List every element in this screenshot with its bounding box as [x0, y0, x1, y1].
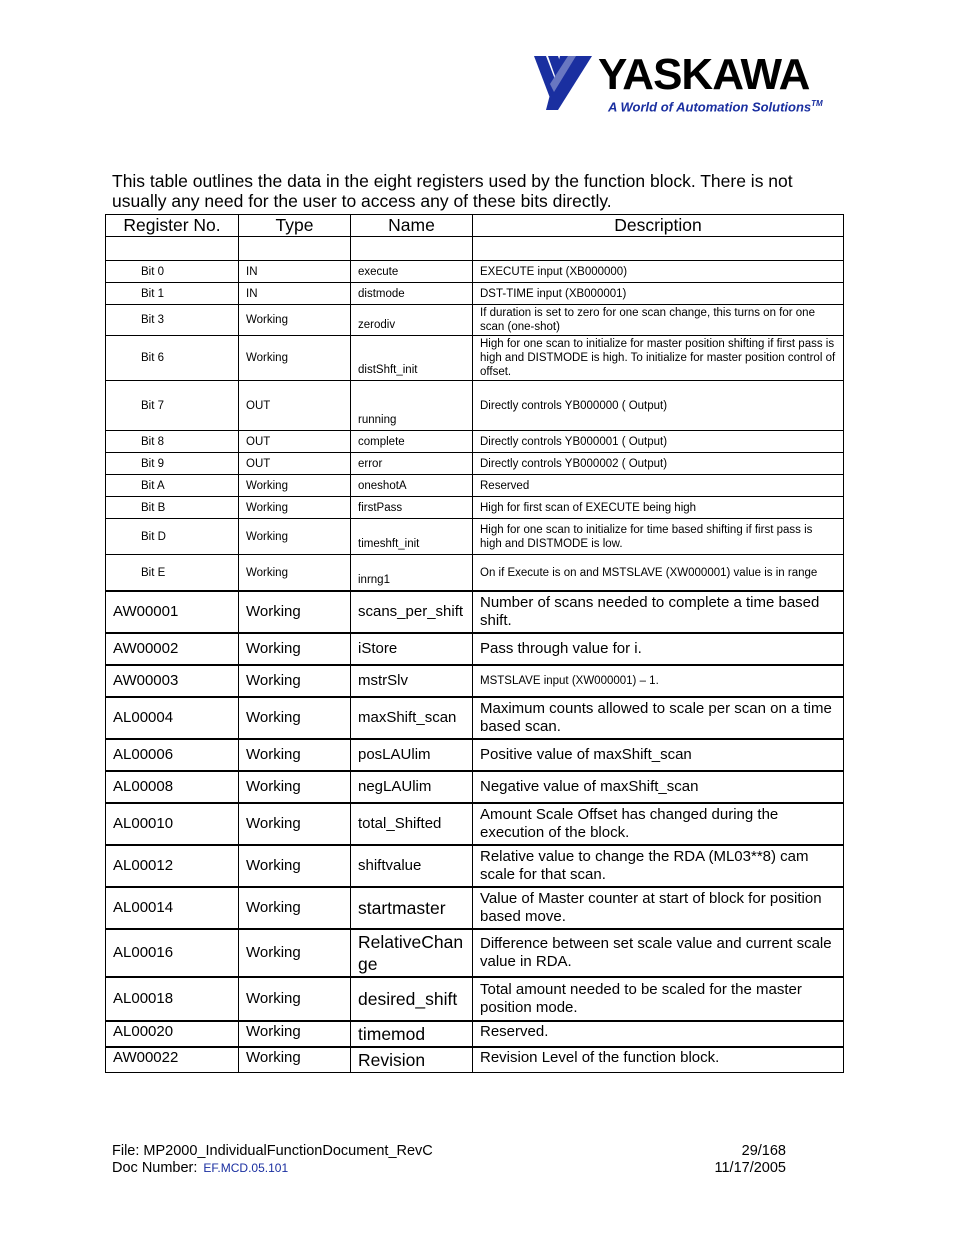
- logo-wordmark: YASKAWA: [598, 50, 810, 99]
- yaskawa-logo: [532, 52, 822, 116]
- cell-description: Negative value of maxShift_scan: [473, 771, 844, 803]
- cell-type: Working: [239, 475, 351, 497]
- table-row: [106, 845, 844, 887]
- cell-type: Working: [239, 1021, 351, 1047]
- footer-file: File: MP2000_IndividualFunctionDocument_RevC: [112, 1143, 433, 1159]
- cell-type: OUT: [239, 453, 351, 475]
- cell-description: Directly controls YB000002 ( Output): [473, 453, 844, 475]
- table-row: [106, 261, 844, 283]
- cell-register: Bit 0: [106, 261, 239, 283]
- cell-type: Working: [239, 929, 351, 977]
- cell-description: Reserved.: [473, 1021, 844, 1047]
- header-description: Description: [473, 215, 844, 237]
- cell-type: Working: [239, 977, 351, 1021]
- table-row: [106, 929, 844, 977]
- table-row: [106, 633, 844, 665]
- table-row: [106, 381, 844, 431]
- cell-description: High for one scan to initialize for master position shifting if first pass is high and DISTMODE is high. To initialize for master position control of offset.: [473, 336, 844, 381]
- cell-register: Bit 9: [106, 453, 239, 475]
- cell-type: Working: [239, 591, 351, 633]
- cell-register: AL00014: [106, 887, 239, 929]
- cell-name: firstPass: [351, 497, 473, 519]
- cell-name: error: [351, 453, 473, 475]
- footer-left: [112, 1143, 433, 1177]
- cell-description: High for first scan of EXECUTE being high: [473, 497, 844, 519]
- cell-type: IN: [239, 261, 351, 283]
- table-row: [106, 497, 844, 519]
- footer-date: 11/17/2005: [714, 1160, 786, 1176]
- cell-register: Bit A: [106, 475, 239, 497]
- cell-name: posLAUlim: [351, 739, 473, 771]
- logo-tagline: A World of Automation Solutions™: [608, 99, 823, 115]
- cell-register: AL00006: [106, 739, 239, 771]
- cell-register: Bit B: [106, 497, 239, 519]
- header-register-no: Register No.: [106, 215, 239, 237]
- table-blank-row: [106, 237, 844, 261]
- cell-description: If duration is set to zero for one scan change, this turns on for one scan (one-shot): [473, 305, 844, 336]
- cell-type: Working: [239, 739, 351, 771]
- cell-type: OUT: [239, 381, 351, 431]
- table-row: [106, 555, 844, 592]
- cell-name: complete: [351, 431, 473, 453]
- cell-type: Working: [239, 519, 351, 555]
- cell-name: distShft_init: [351, 336, 473, 381]
- cell-description: DST-TIME input (XB000001): [473, 283, 844, 305]
- table-row: [106, 739, 844, 771]
- register-table: [105, 214, 844, 1073]
- table-row: [106, 887, 844, 929]
- cell-description: Maximum counts allowed to scale per scan on a time based scan.: [473, 697, 844, 739]
- table-row: [106, 591, 844, 633]
- table-row: [106, 803, 844, 845]
- cell-register: Bit 7: [106, 381, 239, 431]
- cell-name: shiftvalue: [351, 845, 473, 887]
- cell-description: On if Execute is on and MSTSLAVE (XW000001) value is in range: [473, 555, 844, 592]
- cell-name: mstrSlv: [351, 665, 473, 697]
- table-row: [106, 665, 844, 697]
- cell-type: Working: [239, 1047, 351, 1073]
- cell-type: Working: [239, 887, 351, 929]
- cell-type: Working: [239, 771, 351, 803]
- cell-register: AL00010: [106, 803, 239, 845]
- cell-name: zerodiv: [351, 305, 473, 336]
- cell-register: AW00002: [106, 633, 239, 665]
- cell-name: execute: [351, 261, 473, 283]
- header-type: Type: [239, 215, 351, 237]
- cell-description: Value of Master counter at start of block for position based move.: [473, 887, 844, 929]
- header-name: Name: [351, 215, 473, 237]
- cell-name: timemod: [351, 1021, 473, 1047]
- cell-register: AL00008: [106, 771, 239, 803]
- cell-name: distmode: [351, 283, 473, 305]
- cell-name: maxShift_scan: [351, 697, 473, 739]
- table-row: [106, 283, 844, 305]
- cell-description: Directly controls YB000000 ( Output): [473, 381, 844, 431]
- cell-register: Bit D: [106, 519, 239, 555]
- cell-type: Working: [239, 497, 351, 519]
- table-row: [106, 977, 844, 1021]
- cell-register: AW00003: [106, 665, 239, 697]
- cell-description: Revision Level of the function block.: [473, 1047, 844, 1073]
- table-row: [106, 771, 844, 803]
- cell-type: Working: [239, 305, 351, 336]
- cell-type: Working: [239, 665, 351, 697]
- table-row: [106, 453, 844, 475]
- cell-type: Working: [239, 697, 351, 739]
- cell-name: negLAUlim: [351, 771, 473, 803]
- yaskawa-emblem-icon: [532, 52, 596, 112]
- cell-register: AL00012: [106, 845, 239, 887]
- cell-register: Bit 1: [106, 283, 239, 305]
- cell-type: Working: [239, 803, 351, 845]
- cell-register: AW00022: [106, 1047, 239, 1073]
- footer-page: 29/168: [741, 1143, 786, 1159]
- cell-description: Difference between set scale value and current scale value in RDA.: [473, 929, 844, 977]
- footer-doc-number-value: EF.MCD.05.101: [203, 1161, 289, 1175]
- cell-name: RelativeChange: [351, 929, 473, 977]
- cell-register: Bit E: [106, 555, 239, 592]
- cell-description: MSTSLAVE input (XW000001) – 1.: [473, 665, 844, 697]
- cell-name: timeshft_init: [351, 519, 473, 555]
- cell-description: Reserved: [473, 475, 844, 497]
- table-row: [106, 697, 844, 739]
- cell-type: Working: [239, 845, 351, 887]
- cell-description: Pass through value for i.: [473, 633, 844, 665]
- cell-name: inrng1: [351, 555, 473, 592]
- cell-description: Relative value to change the RDA (ML03**8) cam scale for that scan.: [473, 845, 844, 887]
- cell-description: Positive value of maxShift_scan: [473, 739, 844, 771]
- cell-register: AL00004: [106, 697, 239, 739]
- cell-name: desired_shift: [351, 977, 473, 1021]
- table-row: [106, 519, 844, 555]
- cell-description: EXECUTE input (XB000000): [473, 261, 844, 283]
- table-header-row: [106, 215, 844, 237]
- cell-description: Directly controls YB000001 ( Output): [473, 431, 844, 453]
- cell-type: Working: [239, 336, 351, 381]
- cell-name: startmaster: [351, 887, 473, 929]
- cell-register: AW00001: [106, 591, 239, 633]
- cell-name: iStore: [351, 633, 473, 665]
- table-row: [106, 336, 844, 381]
- cell-type: Working: [239, 633, 351, 665]
- table-row: [106, 305, 844, 336]
- cell-name: oneshotA: [351, 475, 473, 497]
- cell-register: AL00020: [106, 1021, 239, 1047]
- intro-paragraph: This table outlines the data in the eight registers used by the function block. There is not usually any need for the user to access any of these bits directly.: [112, 171, 793, 211]
- cell-register: AL00018: [106, 977, 239, 1021]
- table-row: [106, 1021, 844, 1047]
- cell-description: Number of scans needed to complete a time based shift.: [473, 591, 844, 633]
- cell-name: scans_per_shift: [351, 591, 473, 633]
- cell-type: IN: [239, 283, 351, 305]
- table-row: [106, 475, 844, 497]
- footer-right: [705, 1143, 786, 1177]
- cell-name: total_Shifted: [351, 803, 473, 845]
- cell-name: running: [351, 381, 473, 431]
- cell-register: Bit 6: [106, 336, 239, 381]
- table-row: [106, 1047, 844, 1073]
- cell-name: Revision: [351, 1047, 473, 1073]
- cell-register: AL00016: [106, 929, 239, 977]
- footer-doc-number: Doc Number: EF.MCD.05.101: [112, 1160, 289, 1176]
- cell-type: OUT: [239, 431, 351, 453]
- cell-register: Bit 8: [106, 431, 239, 453]
- cell-description: Amount Scale Offset has changed during the execution of the block.: [473, 803, 844, 845]
- cell-description: Total amount needed to be scaled for the master position mode.: [473, 977, 844, 1021]
- cell-register: Bit 3: [106, 305, 239, 336]
- cell-type: Working: [239, 555, 351, 592]
- table-row: [106, 431, 844, 453]
- cell-description: High for one scan to initialize for time based shifting if first pass is high and DISTMODE is low.: [473, 519, 844, 555]
